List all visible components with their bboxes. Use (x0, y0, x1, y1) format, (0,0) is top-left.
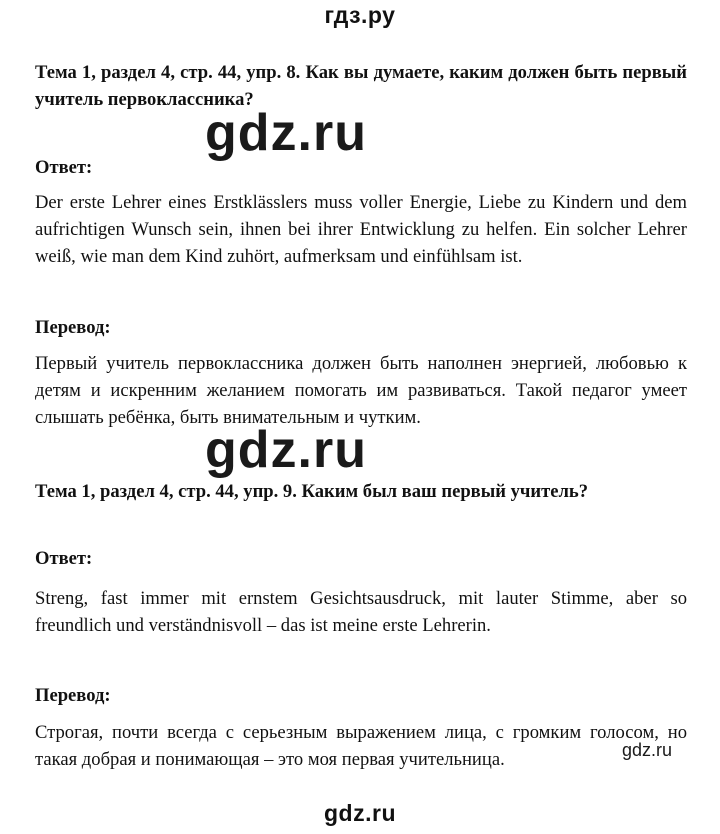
task1-answer-label: Ответ: (35, 157, 93, 178)
task2-translation-text: Строгая, почти всегда с серьезным выражением лица, с громким голосом, но такая добрая и понимающая – это моя первая учительница. (35, 722, 687, 770)
task1-translation-text: Первый учитель первоклассника должен быть наполнен энергией, любовью к детям и искренним желанием помогать им развиваться. Такой педагог умеет слышать ребёнка, быть внимательным и чутким. (35, 353, 687, 428)
site-header-title: гдз.ру (324, 2, 396, 28)
task2-translation-label: Перевод: (35, 685, 111, 706)
task2-answer-label: Ответ: (35, 548, 93, 569)
watermark-gdz-2: gdz.ru (205, 421, 367, 479)
task2-heading: Тема 1, раздел 4, стр. 44, упр. 9. Каким был ваш первый учитель? (35, 481, 589, 502)
footer-watermark: gdz.ru (324, 800, 396, 826)
watermark-gdz-1: gdz.ru (205, 104, 367, 162)
task1-answer-text: Der erste Lehrer eines Erstklässlers muss voller Energie, Liebe zu Kindern und dem aufrichtigen Wunsch sein, ihnen bei ihrer Entwicklung zu helfen. Ein solcher Lehrer weiß, wie man dem Kind zuhört, aufmerksam und einfühlsam ist. (35, 192, 687, 267)
task1-heading: Тема 1, раздел 4, стр. 44, упр. 8. Как вы думаете, каким должен быть первый учитель первоклассника? (35, 62, 687, 110)
watermark-gdz-small: gdz.ru (622, 740, 673, 760)
task1-translation-label: Перевод: (35, 317, 111, 338)
task2-answer-text: Streng, fast immer mit ernstem Gesichtsausdruck, mit lauter Stimme, aber so freundlich und verständnisvoll – das ist meine erste Lehrerin. (35, 588, 687, 636)
